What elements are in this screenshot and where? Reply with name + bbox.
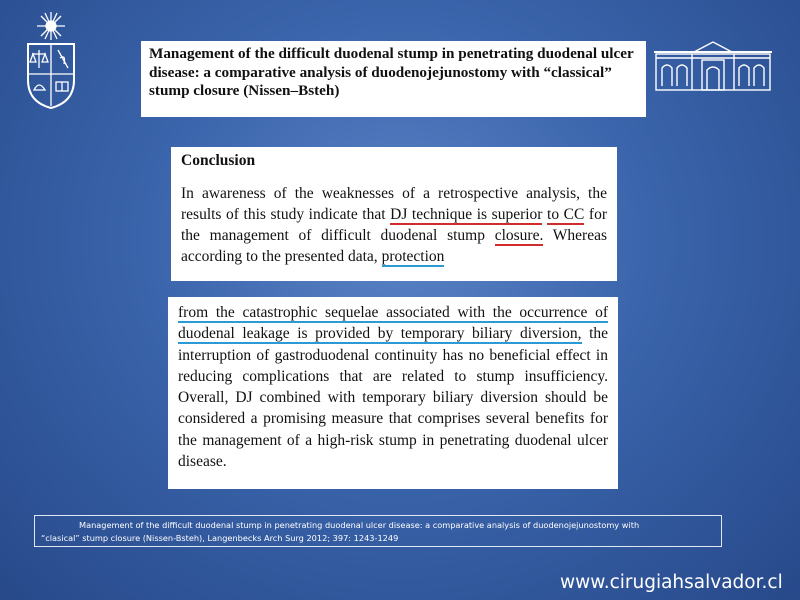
conclusion-paragraph-part2 [178, 302, 608, 472]
conclusion-heading: Conclusion [181, 152, 256, 169]
article-title: Management of the difficult duodenal stump in penetrating duodenal ulcer disease: a comparative analysis of duodenojejunostomy with “classical” stump closure (Nissen–Bsteh) [149, 45, 634, 99]
conclusion-paragraph-part1 [181, 183, 607, 267]
highlight-red-cc: to CC [547, 206, 585, 223]
conclusion-text-rest: the interruption of gastroduodenal continuity has no beneficial effect in reducing complications that are related to stump insufficiency. Overall, DJ combined with temporary biliary diversion should be considered a promising measure that comprises several benefits for the management of a high-risk stump in penetrating duodenal ulcer disease. [178, 325, 609, 471]
conclusion-text-mid: for the management of difficult duodenal stump [181, 206, 608, 244]
conclusion-text-lead: In awareness of the weaknesses of a retrospective analysis, the results of this study indicate that [181, 185, 607, 223]
reference-citation [34, 515, 722, 547]
university-coat-of-arms-icon [22, 10, 80, 110]
article-title-box [141, 41, 646, 117]
hospital-building-icon [652, 40, 774, 92]
reference-line-2: “clasical” stump closure (Nissen-Bsteh), Langenbecks Arch Surg 2012; 397: 1243-1249 [41, 533, 399, 543]
highlight-red-closure: closure. [494, 227, 544, 244]
highlight-blue-protection: protection [381, 248, 445, 265]
website-url: www.cirugiahsalvador.cl [560, 572, 783, 593]
highlight-red-superior: DJ technique is superior [390, 206, 543, 223]
conclusion-text-tail: Whereas according to the presented data, [181, 227, 607, 265]
highlight-blue-biliary-diversion: from the catastrophic sequelae associated with the occurrence of duodenal leakage is provided by temporary biliary diversion, [178, 304, 608, 343]
reference-line-1: Management of the difficult duodenal stump in penetrating duodenal ulcer disease: a comparative analysis of duodenojejunostomy with [79, 520, 640, 530]
conclusion-box [171, 147, 617, 281]
conclusion-continuation-box [168, 297, 618, 489]
